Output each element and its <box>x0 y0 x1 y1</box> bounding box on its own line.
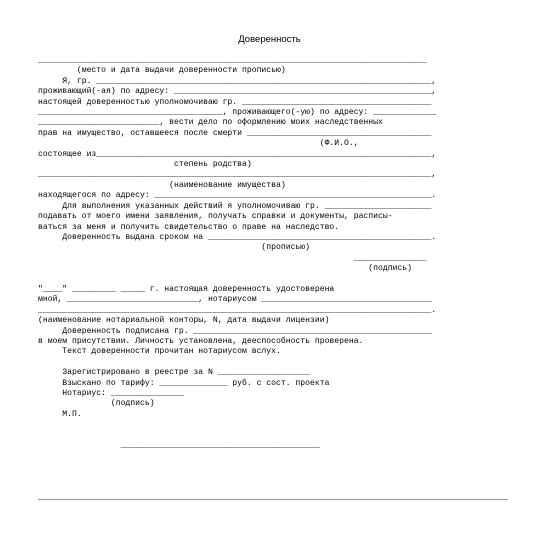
footer-divider <box>38 499 508 500</box>
document-body: ________________________________________________________________________________ (место и дата выдачи доверенности прописью) Я, гр. _____________________________________________________________________, проживающий(-ая) по адресу: _____________________________________________________, настоящей доверенностью уполномочиваю гр. _______________________________________ ______________________________________, проживающего(-ую) по адресу: _____________ _________________________, вести дело по оформлению моих наследственных прав на имущество, оставшееся после смерти ______________________________________ (Ф.И.О., состоящее из_____________________________________________________________________, степень родства) _________________________________________________________________________________, (наименование имущества) находящегося по адресу: _________________________________________________________. Для выполнения указанных действий я уполномочиваю гр. ______________________ подавать от моего имени заявления, получать справки и документы, расписы- ваться за меня и получить свидетельство о праве на наследство. Доверенность выдана сроком на ______________________________________________. (прописью) _______________ (подпись) "____" _________ _____ г. настоящая доверенность удостоверена мной, ___________________________, нотариусом ___________________________________ _________________________________________________________________________________. (наименование нотариальной конторы, N, дата выдачи лицензии) Доверенность подписана гр. _________________________________________________ в моем присутствии. Личность установлена, дееспособность проверена. Текст доверенности прочитан нотариусом вслух. Зарегистрировано в реестре за N ___________________ Взыскано по тарифу: ______________ руб. с сост. проекта Нотариус: _______________ (подпись) М.П. _________________________________________ <box>38 56 437 451</box>
document-title: Доверенность <box>238 34 301 45</box>
